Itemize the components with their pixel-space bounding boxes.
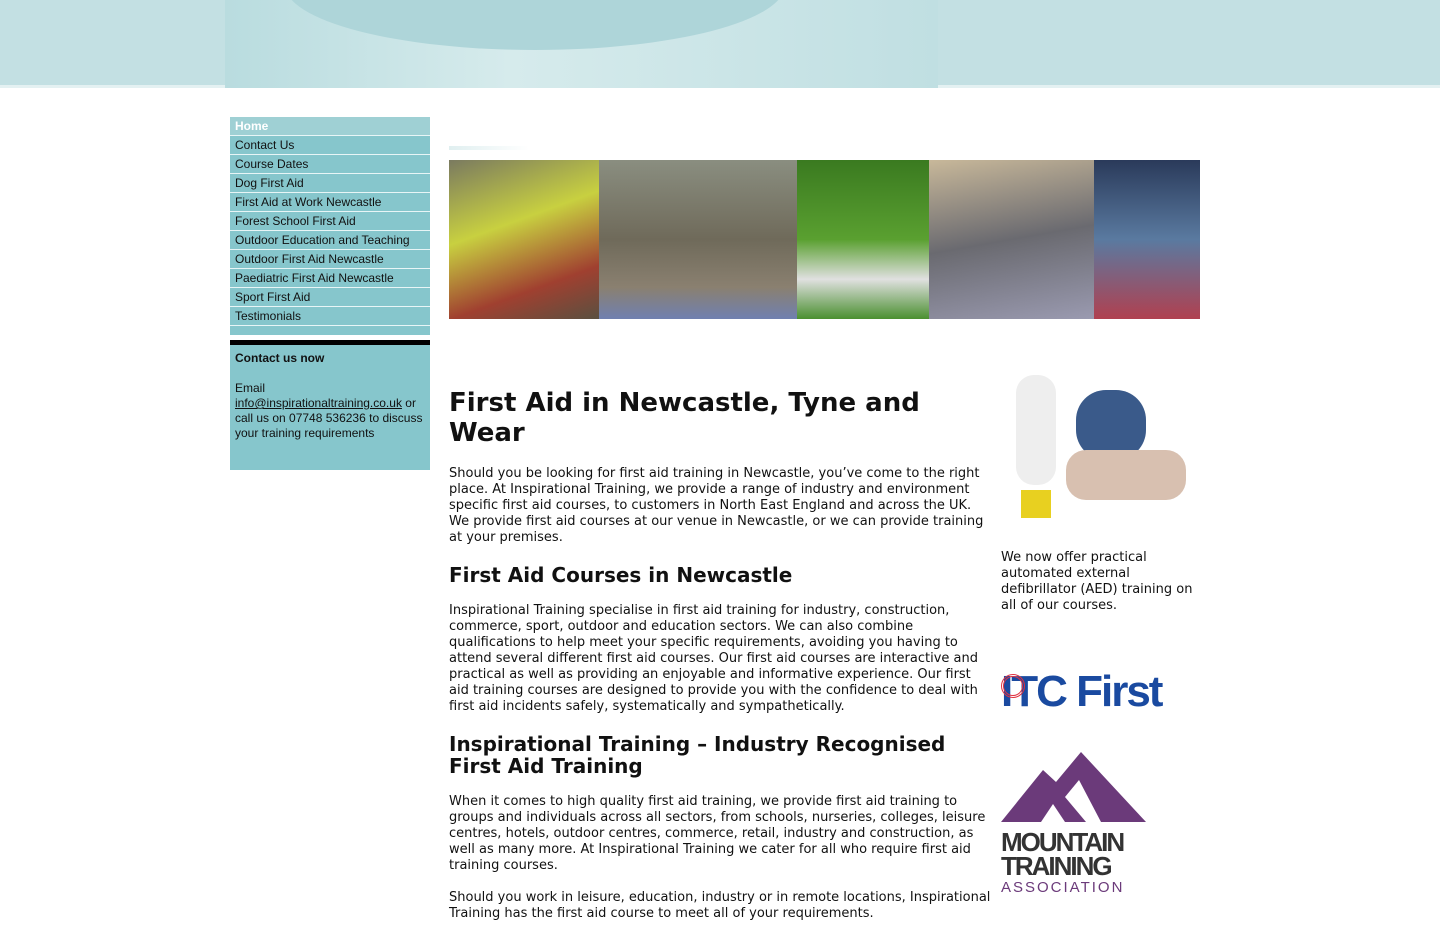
logo-line-1: MOUNTAIN — [1001, 827, 1124, 857]
photo-cyclists — [449, 160, 599, 319]
courses-heading: First Aid Courses in Newcastle — [449, 563, 793, 587]
nav-course-dates[interactable]: Course Dates — [230, 155, 430, 174]
nav-contact-us[interactable]: Contact Us — [230, 136, 430, 155]
sidebar-right — [1001, 370, 1201, 898]
nav-testimonials[interactable]: Testimonials — [230, 307, 430, 326]
nav-outdoor-first-aid[interactable]: Outdoor First Aid Newcastle — [230, 250, 430, 269]
courses-paragraph: Inspirational Training specialise in first aid training for industry, construction, commerce, sport, outdoor and education sectors. We can also combine qualifications to help meet your specific requirements, avoiding you having to attend several different first aid courses. Our first aid courses are interactive and practical as well as providing an enjoyable and informative experience. Our first aid training courses are designed to provide you with the confidence to deal with first aid incidents safely, systematically and sympathetically. — [449, 603, 978, 714]
main-content — [449, 388, 991, 938]
contact-text: or call us on 07748 536236 to discuss your training requirements — [235, 396, 423, 440]
nav-home[interactable]: Home — [230, 117, 430, 136]
email-label: Email — [235, 381, 266, 395]
photo-cpr — [929, 160, 1094, 319]
itc-first-logo — [1001, 662, 1201, 722]
mountain-training-logo — [1001, 752, 1151, 898]
contact-box — [230, 340, 430, 470]
intro-paragraph: Should you be looking for first aid training in Newcastle, you’ve come to the right place. At Inspirational Training, we provide a range of industry and environment specific first aid courses, to customers in North East England and across the UK. We provide first aid courses at our venue in Newcastle, or we can provide training at your premises. — [449, 466, 984, 545]
nav-forest-school[interactable]: Forest School First Aid — [230, 212, 430, 231]
aed-text: We now offer practical automated external defibrillator (AED) training on all of our courses. — [1001, 550, 1193, 613]
recognised-paragraph: When it comes to high quality first aid training, we provide first aid training to groups and individuals across all sectors, from schools, nurseries, colleges, leisure centres, hotels, outdoor centres, commerce, retail, industry and construction, as well as many more. At Inspirational Training we cater for all who require first aid training courses. — [449, 794, 986, 873]
header-banner — [0, 0, 1440, 88]
itc-logo-text: ITC First — [1001, 667, 1162, 716]
recognised-heading: Inspirational Training – Industry Recognised First Aid Training — [449, 732, 946, 778]
nav-paediatric[interactable]: Paediatric First Aid Newcastle — [230, 269, 430, 288]
logo-line-3: ASSOCIATION — [1001, 879, 1125, 896]
mountain-icon — [1001, 752, 1146, 822]
email-link[interactable]: info@inspirationaltraining.co.uk — [235, 396, 402, 410]
contact-title: Contact us now — [235, 351, 325, 365]
locations-paragraph: Should you work in leisure, education, industry or in remote locations, Inspirational Training has the first aid course to meet all of your requirements. — [449, 890, 991, 921]
nav-first-aid-at-work[interactable]: First Aid at Work Newcastle — [230, 193, 430, 212]
nav-dog-first-aid[interactable]: Dog First Aid — [230, 174, 430, 193]
photo-banner — [449, 160, 1200, 319]
photo-sport — [797, 160, 929, 319]
logo-line-2: TRAINING — [1001, 851, 1111, 881]
aed-training-image — [1001, 370, 1196, 530]
nav-outdoor-education[interactable]: Outdoor Education and Teaching — [230, 231, 430, 250]
sidebar-nav — [230, 117, 430, 335]
page-title: First Aid in Newcastle, Tyne and Wear — [449, 388, 920, 448]
decorative-line — [449, 146, 529, 150]
photo-forest — [599, 160, 797, 319]
banner-graphic — [225, 0, 938, 88]
nav-sport-first-aid[interactable]: Sport First Aid — [230, 288, 430, 307]
photo-child — [1094, 160, 1200, 319]
